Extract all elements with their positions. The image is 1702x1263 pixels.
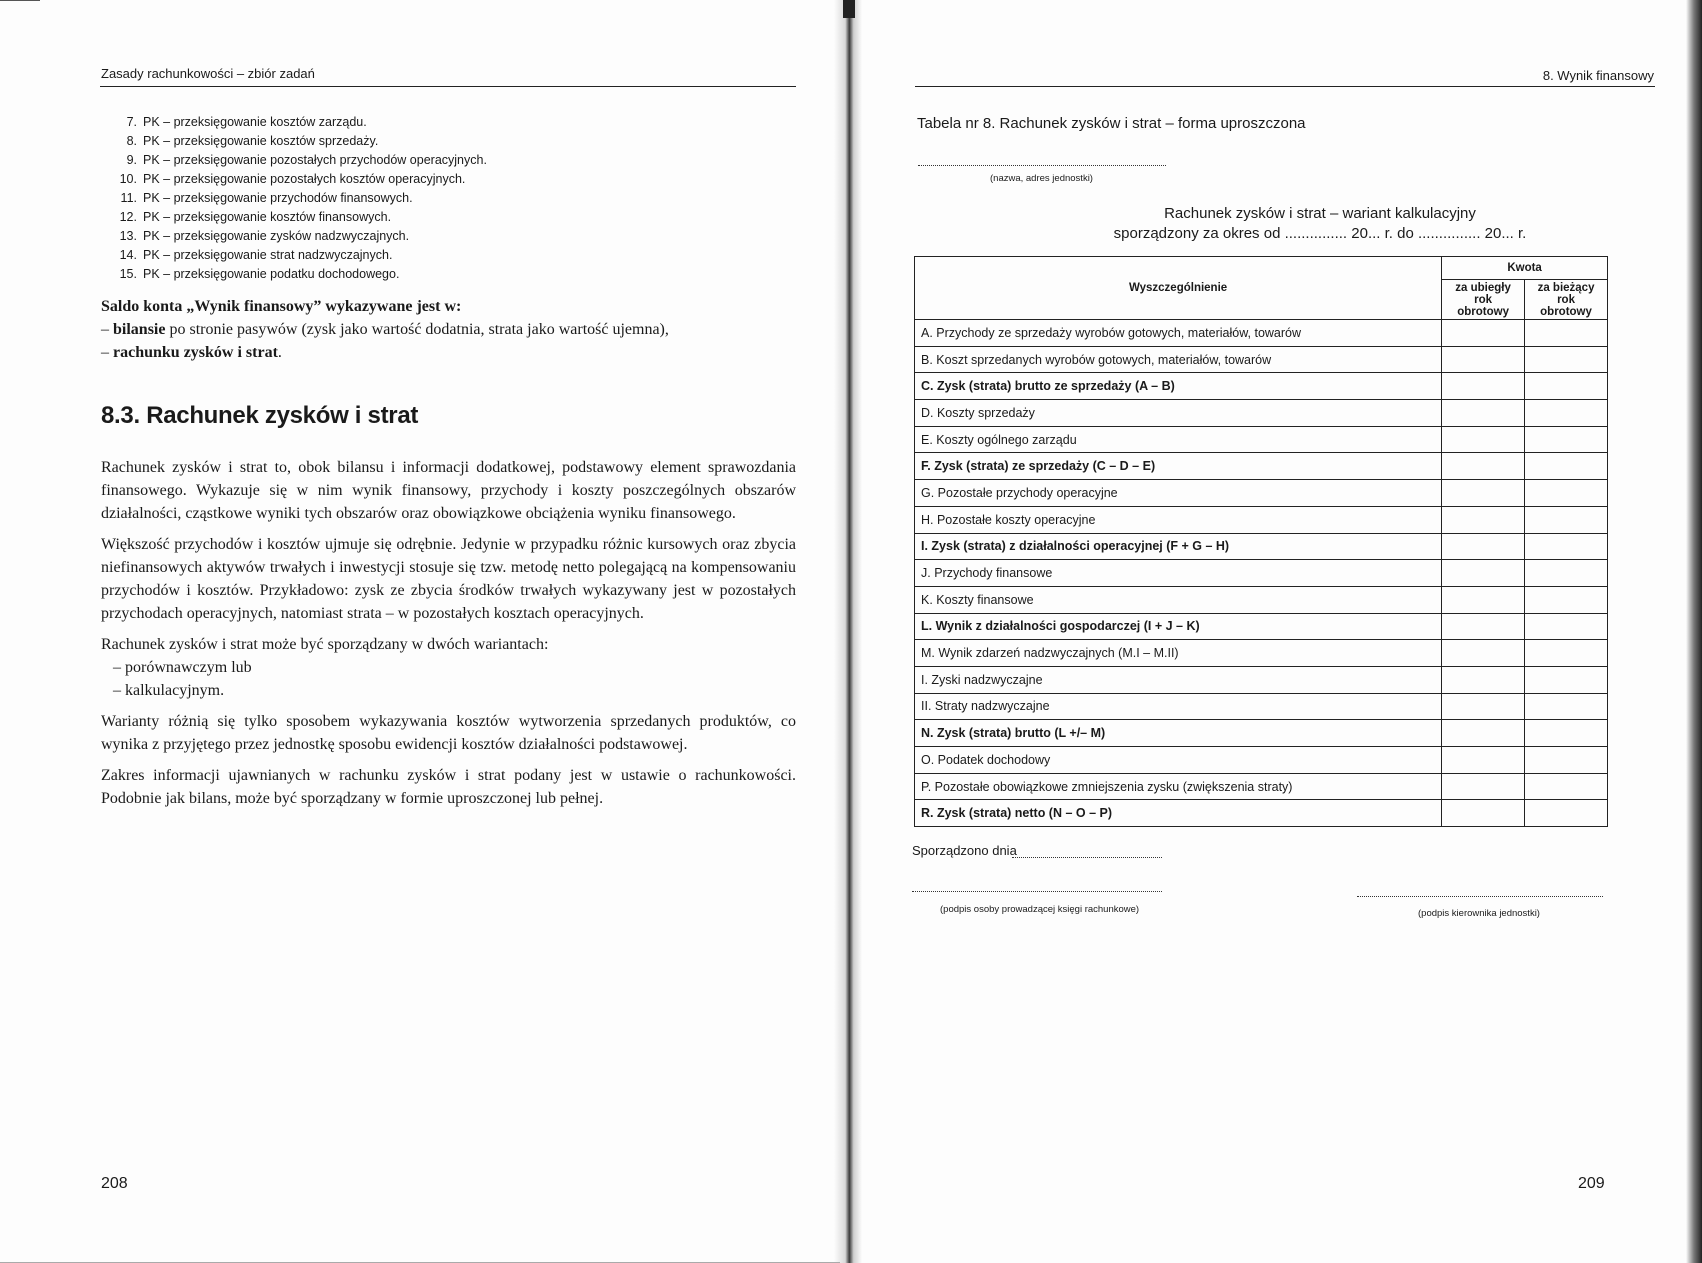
row-label: F. Zysk (strata) ze sprzedaży (C – D – E) (915, 453, 1442, 480)
col-header-current-year: za bieżący rok obrotowy (1525, 280, 1608, 320)
unit-name-label: (nazwa, adres jednostki) (990, 173, 1093, 184)
prev-year-cell (1442, 586, 1525, 613)
prev-year-cell (1442, 346, 1525, 373)
pk-item (110, 246, 487, 265)
income-statement-body (915, 320, 1608, 827)
variant-list (101, 656, 796, 702)
table-row (915, 320, 1608, 347)
pk-item (110, 189, 487, 208)
page-number-right: 209 (1578, 1175, 1605, 1192)
table-row (915, 613, 1608, 640)
pk-item-number: 7. (126, 115, 137, 129)
table-row (915, 373, 1608, 400)
pk-item-number: 15. (119, 267, 137, 281)
table-row (915, 346, 1608, 373)
prev-year-cell (1442, 560, 1525, 587)
row-label: D. Koszty sprzedaży (915, 400, 1442, 427)
pk-item (110, 208, 487, 227)
report-period: sporządzony za okres od ............... 20... r. do ............... 20... r. (1113, 225, 1527, 242)
table-row (915, 720, 1608, 747)
prev-year-cell (1442, 640, 1525, 667)
row-label: A. Przychody ze sprzedaży wyrobów gotowych, materiałów, towarów (915, 320, 1442, 347)
prev-year-cell (1442, 693, 1525, 720)
paragraph: Większość przychodów i kosztów ujmuje się odrębnie. Jedynie w przypadku różnic kursowych oraz zbycia niefinansowych aktywów trwałych i inwestycji stosuje się tzw. metodę netto polegającą na kompensowaniu przychodów i kosztów. Przykładowo: zysk ze zbycia środków trwałych wykazywany jest w pozostałych przychodach operacyjnych, natomiast strata – w pozostałych kosztach operacyjnych. (101, 536, 796, 622)
page-number-left: 208 (101, 1175, 128, 1192)
saldo-item-text: po stronie pasywów (zysk jako wartość dodatnia, strata jako wartość ujemna), (165, 321, 669, 338)
row-label: I. Zyski nadzwyczajne (915, 666, 1442, 693)
saldo-list (101, 318, 796, 364)
current-year-cell (1525, 747, 1608, 774)
table-row (915, 453, 1608, 480)
table-row (915, 640, 1608, 667)
row-label: N. Zysk (strata) brutto (L +/– M) (915, 720, 1442, 747)
row-label: M. Wynik zdarzeń nadzwyczajnych (M.I – M.II) (915, 640, 1442, 667)
col-header-description: Wyszczególnienie (915, 257, 1442, 320)
pk-item (110, 265, 487, 284)
current-year-cell (1525, 480, 1608, 507)
variant-item: – porównawczym lub (113, 656, 796, 679)
paragraph: Rachunek zysków i strat może być sporządzany w dwóch wariantach: (101, 636, 549, 653)
paragraph: Zakres informacji ujawnianych w rachunku zysków i strat podany jest w ustawie o rachunkowości. Podobnie jak bilans, może być sporządzany w formie uproszczonej lub pełnej. (101, 767, 796, 807)
saldo-item-text: . (277, 344, 282, 361)
row-label: K. Koszty finansowe (915, 586, 1442, 613)
book-gutter (834, 0, 862, 1263)
pk-item (110, 227, 487, 246)
current-year-cell (1525, 586, 1608, 613)
current-year-cell (1525, 773, 1608, 800)
current-year-cell (1525, 506, 1608, 533)
pk-item (110, 113, 487, 132)
prev-year-cell (1442, 613, 1525, 640)
pk-item-number: 8. (126, 134, 137, 148)
pk-item (110, 132, 487, 151)
paragraph: Rachunek zysków i strat to, obok bilansu i informacji dodatkowej, podstawowy element sprawozdania finansowego. Wykazuje się w nim wynik finansowy, przychody i koszty poszczególnych obszarów działalności, cząstkowe wyniki tych obszarów oraz obowiązkowe obciążenia wyniku finansowego. (101, 459, 796, 522)
running-head-left: Zasady rachunkowości – zbiór zadań (101, 66, 315, 81)
pk-item-number: 11. (120, 191, 137, 205)
binding-mark (843, 0, 855, 18)
table-row (915, 773, 1608, 800)
pk-item-number: 13. (119, 229, 137, 243)
section-body (101, 456, 796, 810)
left-page (0, 0, 846, 1263)
row-label: R. Zysk (strata) netto (N – O – P) (915, 800, 1442, 827)
pk-item-text: PK – przeksięgowanie podatku dochodowego. (143, 267, 400, 281)
table-row (915, 800, 1608, 827)
pk-item-text: PK – przeksięgowanie zysków nadzwyczajnych. (143, 229, 410, 243)
current-year-cell (1525, 320, 1608, 347)
current-year-cell (1525, 613, 1608, 640)
pk-item-text: PK – przeksięgowanie pozostałych przychodów operacyjnych. (143, 153, 487, 167)
current-year-cell (1525, 426, 1608, 453)
header-rule-right (915, 86, 1655, 87)
table-row (915, 506, 1608, 533)
row-label: O. Podatek dochodowy (915, 747, 1442, 774)
prev-year-cell (1442, 480, 1525, 507)
page-edge-shadow (1686, 0, 1702, 1263)
pk-item-text: PK – przeksięgowanie strat nadzwyczajnych. (143, 248, 393, 262)
saldo-item-bold: rachunku zysków i strat (113, 344, 278, 361)
pk-item-text: PK – przeksięgowanie pozostałych kosztów operacyjnych. (143, 172, 466, 186)
table-caption: Tabela nr 8. Rachunek zysków i strat – forma uproszczona (917, 115, 1306, 132)
prepared-date-label: Sporządzono dnia (912, 843, 1017, 858)
row-label: H. Pozostałe koszty operacyjne (915, 506, 1442, 533)
current-year-cell (1525, 800, 1608, 827)
row-label: I. Zysk (strata) z działalności operacyjnej (F + G – H) (915, 533, 1442, 560)
pk-item-number: 10. (119, 172, 137, 186)
current-year-cell (1525, 560, 1608, 587)
pk-item-text: PK – przeksięgowanie przychodów finansowych. (143, 191, 413, 205)
prev-year-cell (1442, 426, 1525, 453)
scan-mark (0, 0, 40, 1)
table-row (915, 426, 1608, 453)
prev-year-cell (1442, 800, 1525, 827)
pk-item-number: 9. (126, 153, 137, 167)
pk-item-number: 14. (119, 248, 137, 262)
header-rule-left (100, 86, 796, 87)
table-row (915, 560, 1608, 587)
row-label: G. Pozostałe przychody operacyjne (915, 480, 1442, 507)
report-title: Rachunek zysków i strat – wariant kalkulacyjny (1164, 205, 1476, 222)
table-row (915, 747, 1608, 774)
section-heading: 8.3. Rachunek zysków i strat (101, 402, 419, 429)
prev-year-cell (1442, 773, 1525, 800)
prev-year-cell (1442, 320, 1525, 347)
pk-item-number: 12. (119, 210, 137, 224)
signature-line-left (912, 890, 1162, 892)
current-year-cell (1525, 453, 1608, 480)
current-year-cell (1525, 720, 1608, 747)
row-label: J. Przychody finansowe (915, 560, 1442, 587)
current-year-cell (1525, 533, 1608, 560)
saldo-heading: Saldo konta „Wynik finansowy” wykazywane jest w: (101, 298, 462, 315)
prev-year-cell (1442, 720, 1525, 747)
pk-item-text: PK – przeksięgowanie kosztów sprzedaży. (143, 134, 379, 148)
unit-name-dotted-line (918, 164, 1166, 166)
running-head-right: 8. Wynik finansowy (1542, 68, 1654, 83)
col-header-amount: Kwota (1442, 257, 1608, 280)
prev-year-cell (1442, 453, 1525, 480)
row-label: B. Koszt sprzedanych wyrobów gotowych, materiałów, towarów (915, 346, 1442, 373)
current-year-cell (1525, 373, 1608, 400)
prev-year-cell (1442, 747, 1525, 774)
signature-label-left: (podpis osoby prowadzącej księgi rachunkowe) (940, 904, 1140, 915)
current-year-cell (1525, 400, 1608, 427)
income-statement-table (914, 256, 1608, 827)
saldo-item (101, 318, 796, 341)
pk-item (110, 170, 487, 189)
paragraph: Warianty różnią się tylko sposobem wykazywania kosztów wytworzenia sprzedanych produktów, co wynika z przyjętego przez jednostkę sposobu ewidencji kosztów działalności podstawowej. (101, 713, 796, 753)
table-row (915, 666, 1608, 693)
row-label: II. Straty nadzwyczajne (915, 693, 1442, 720)
pk-item-text: PK – przeksięgowanie kosztów finansowych. (143, 210, 392, 224)
current-year-cell (1525, 346, 1608, 373)
table-row (915, 480, 1608, 507)
saldo-item-bold: bilansie (113, 321, 166, 338)
table-row (915, 586, 1608, 613)
row-label: E. Koszty ogólnego zarządu (915, 426, 1442, 453)
signature-label-right: (podpis kierownika jednostki) (1418, 908, 1540, 919)
table-row (915, 400, 1608, 427)
row-label: L. Wynik z działalności gospodarczej (I + J – K) (915, 613, 1442, 640)
pk-list (110, 113, 487, 284)
saldo-item (101, 341, 796, 364)
pk-item-text: PK – przeksięgowanie kosztów zarządu. (143, 115, 367, 129)
prev-year-cell (1442, 533, 1525, 560)
current-year-cell (1525, 693, 1608, 720)
prepared-date-dotted-line (1012, 856, 1162, 858)
prev-year-cell (1442, 506, 1525, 533)
col-header-previous-year: za ubiegły rok obrotowy (1442, 280, 1525, 320)
prev-year-cell (1442, 400, 1525, 427)
pk-item (110, 151, 487, 170)
current-year-cell (1525, 666, 1608, 693)
table-row (915, 693, 1608, 720)
row-label: P. Pozostałe obowiązkowe zmniejszenia zysku (zwiększenia straty) (915, 773, 1442, 800)
prev-year-cell (1442, 666, 1525, 693)
signature-line-right (1357, 895, 1603, 897)
table-row (915, 533, 1608, 560)
saldo-block (101, 295, 796, 364)
current-year-cell (1525, 640, 1608, 667)
prev-year-cell (1442, 373, 1525, 400)
variant-item: – kalkulacyjnym. (113, 679, 796, 702)
row-label: C. Zysk (strata) brutto ze sprzedaży (A – B) (915, 373, 1442, 400)
